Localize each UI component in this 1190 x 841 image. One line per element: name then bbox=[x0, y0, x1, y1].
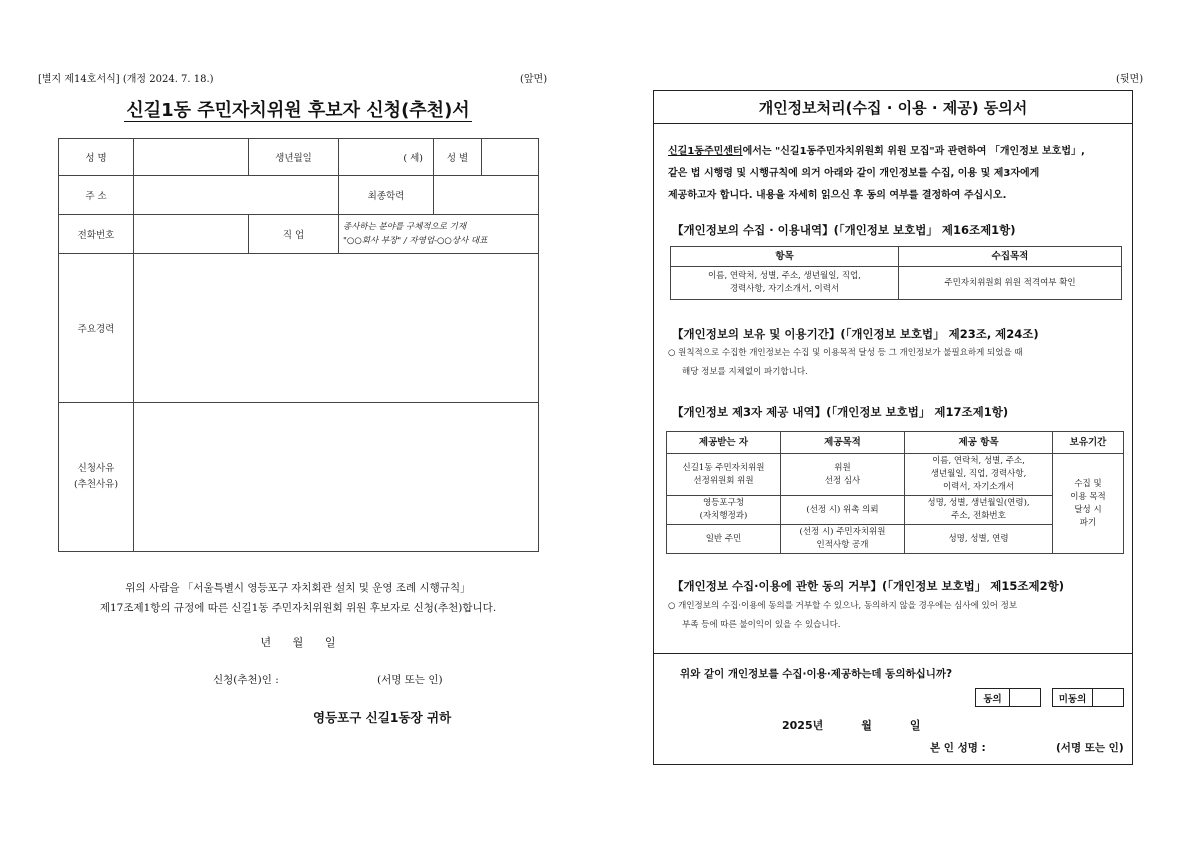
birth-field[interactable] bbox=[339, 139, 434, 176]
agree-checkbox[interactable] bbox=[1010, 689, 1040, 706]
back-side-label: (뒷면) bbox=[1116, 74, 1144, 85]
disagree-label: 미동의 bbox=[1053, 689, 1093, 706]
name-label: 성 명 bbox=[59, 139, 134, 176]
recipient-gu-office: 영등포구청 (자치행정과) bbox=[667, 496, 781, 525]
consent-form-box bbox=[653, 90, 1133, 765]
career-label: 주요경력 bbox=[59, 254, 134, 403]
consent-intro: 신길1동주민센터에서는 "신길1동주민자치위원회 위원 모집"과 관련하여 「개인정보 보호법」, 같은 법 시행령 및 시행규칙에 의거 아래와 같이 개인정보를 수집, 이용 및 제3자에게 제공하고자 합니다. 내용을 자세히 읽으신 후 동의 여부를 결정하여 주십시오. bbox=[668, 146, 1085, 201]
job-label: 직 업 bbox=[249, 215, 339, 254]
job-field[interactable] bbox=[339, 215, 539, 254]
items-committee: 이름, 연락처, 성별, 주소, 생년월일, 직업, 경력사항, 이력서, 자기소개서 bbox=[905, 454, 1053, 496]
consent-divider bbox=[654, 653, 1132, 654]
purpose-residents: (선정 시) 주민자치위원 인적사항 공개 bbox=[781, 525, 905, 554]
consent-signature-label: 본 인 성명 : bbox=[930, 742, 986, 754]
front-side-label: (앞면) bbox=[520, 74, 548, 85]
collection-purpose: 주민자치위원회 위원 적격여부 확인 bbox=[899, 267, 1122, 300]
application-form-table bbox=[58, 138, 539, 552]
section-refusal: 【개인정보 수집·이용에 관한 동의 거부】(「개인정보 보호법」 제15조제2항) bbox=[672, 579, 1064, 593]
recipient-residents: 일반 주민 bbox=[667, 525, 781, 554]
addressee: 영등포구 신길1동장 귀하 bbox=[313, 710, 452, 725]
consent-signature: (서명 또는 인) bbox=[1056, 742, 1124, 754]
reason-field[interactable] bbox=[134, 403, 539, 552]
consent-date: 2025년 월 일 bbox=[782, 719, 921, 732]
purpose-committee: 위원 선정 심사 bbox=[781, 454, 905, 496]
gender-field[interactable] bbox=[482, 139, 539, 176]
retention-period: 수집 및 이용 목적 달성 시 파기 bbox=[1053, 454, 1124, 554]
applicant-signature: (서명 또는 인) bbox=[377, 674, 443, 686]
form-number-note: [별지 제14호서식] (개정 2024. 7. 18.) bbox=[38, 74, 214, 85]
collected-items: 이름, 연락처, 성별, 주소, 생년월일, 직업, 경력사항, 자기소개서, 이력서 bbox=[671, 267, 899, 300]
address-label: 주 소 bbox=[59, 176, 134, 215]
applicant-label: 신청(추천)인 : bbox=[213, 674, 279, 686]
third-party-table bbox=[666, 431, 1124, 554]
career-field[interactable] bbox=[134, 254, 539, 403]
address-field[interactable] bbox=[134, 176, 339, 215]
application-form-title: 신길1동 주민자치위원 후보자 신청(추천)서 bbox=[126, 100, 470, 121]
birth-label: 생년월일 bbox=[249, 139, 339, 176]
items-gu-office: 성명, 성별, 생년월일(연령), 주소, 전화번호 bbox=[905, 496, 1053, 525]
education-label: 최종학력 bbox=[339, 176, 434, 215]
phone-label: 전화번호 bbox=[59, 215, 134, 254]
recipient-header: 제공받는 자 bbox=[667, 432, 781, 454]
refusal-note: ○ 개인정보의 수집·이용에 동의를 거부할 수 있으나, 동의하지 않을 경우에는 심사에 있어 정보 부족 등에 따른 불이익이 있을 수 있습니다. bbox=[668, 601, 1018, 630]
provided-items-header: 제공 항목 bbox=[905, 432, 1053, 454]
collection-usage-table bbox=[670, 246, 1122, 300]
reason-label: 신청사유 (추천사유) bbox=[59, 403, 134, 552]
job-hint-2: "○○회사 부장" / 자영업-○○상사 대표 bbox=[343, 236, 488, 246]
disagree-checkbox-group[interactable] bbox=[1052, 688, 1124, 707]
declaration-line-2: 제17조제1항의 규정에 따른 신길1동 주민자치위원회 위원 후보자로 신청(추천)합니다. bbox=[99, 602, 497, 614]
age-label: ( 세) bbox=[403, 153, 423, 164]
agree-label: 동의 bbox=[976, 689, 1010, 706]
phone-field[interactable] bbox=[134, 215, 249, 254]
disagree-checkbox[interactable] bbox=[1093, 689, 1123, 706]
consent-form-title: 개인정보처리(수집 · 이용 · 제공) 동의서 bbox=[654, 91, 1132, 124]
retention-note: ○ 원칙적으로 수집한 개인정보는 수집 및 이용목적 달성 등 그 개인정보가 불필요하게 되었을 때 해당 정보를 지체없이 파기합니다. bbox=[668, 348, 1023, 377]
provision-purpose-header: 제공목적 bbox=[781, 432, 905, 454]
application-date: 년 월 일 bbox=[260, 636, 336, 649]
gender-label: 성 별 bbox=[434, 139, 482, 176]
agree-checkbox-group[interactable] bbox=[975, 688, 1041, 707]
purpose-gu-office: (선정 시) 위촉 의뢰 bbox=[781, 496, 905, 525]
job-hint-1: 종사하는 분야를 구체적으로 기재 bbox=[343, 222, 467, 232]
name-field[interactable] bbox=[134, 139, 249, 176]
recipient-committee: 신길1동 주민자치위원 선정위원회 위원 bbox=[667, 454, 781, 496]
purpose-header: 수집목적 bbox=[899, 247, 1122, 267]
section-third-party: 【개인정보 제3자 제공 내역】(「개인정보 보호법」 제17조제1항) bbox=[672, 405, 1009, 419]
items-residents: 성명, 성별, 연령 bbox=[905, 525, 1053, 554]
consent-question: 위와 같이 개인정보를 수집·이용·제공하는데 동의하십니까? bbox=[680, 668, 953, 680]
retention-header: 보유기간 bbox=[1053, 432, 1124, 454]
declaration-line-1: 위의 사람을 「서울특별시 영등포구 자치회관 설치 및 운영 조례 시행규칙」 bbox=[125, 582, 471, 594]
section-retention-period: 【개인정보의 보유 및 이용기간】(「개인정보 보호법」 제23조, 제24조) bbox=[672, 327, 1039, 341]
item-header: 항목 bbox=[671, 247, 899, 267]
section-collection-usage: 【개인정보의 수집 · 이용내역】(「개인정보 보호법」 제16조제1항) bbox=[672, 223, 1016, 237]
education-field[interactable] bbox=[434, 176, 539, 215]
